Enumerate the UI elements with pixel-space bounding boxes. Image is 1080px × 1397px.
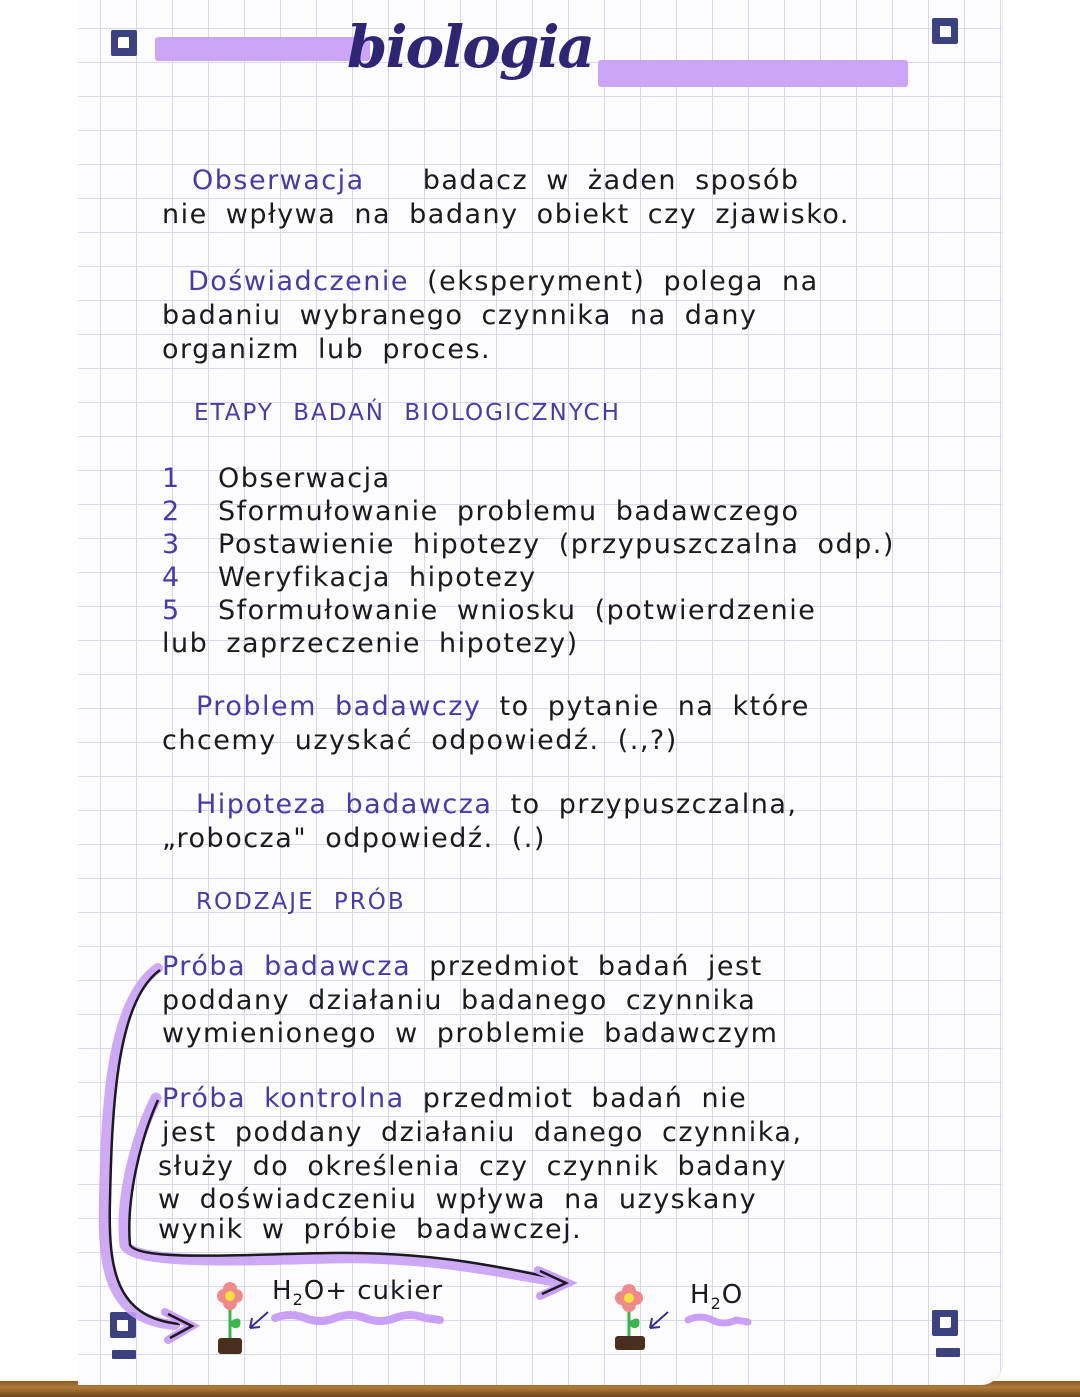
obserwacja-line2: nie wpływa na badany obiekt czy zjawisko.: [162, 199, 850, 230]
label-h: H: [690, 1280, 711, 1310]
term-proba-kontrolna: Próba kontrolna: [162, 1083, 405, 1114]
step-number: 5: [162, 595, 181, 626]
label-h: H: [272, 1276, 293, 1306]
label-subscript: 2: [710, 1294, 722, 1314]
doswiadczenie-definition-start: (eksperyment) polega na: [427, 266, 819, 297]
step-number: 4: [162, 562, 181, 593]
etapy-heading: ETAPY BADAŃ BIOLOGICZNYCH: [194, 400, 621, 426]
proba-kontrolna-line3: służy do określenia czy czynnik badany: [158, 1151, 787, 1182]
label-water-sugar: [272, 1276, 443, 1309]
term-doswiadczenie: Doświadczenie: [188, 266, 409, 297]
term-obserwacja: Obserwacja: [192, 165, 365, 196]
problem-definition-start: to pytanie na które: [499, 691, 810, 722]
proba-badawcza-line2: poddany działaniu badanego czynnika: [162, 985, 757, 1016]
step-text: Obserwacja: [218, 463, 391, 494]
flower-pot-right-icon: [615, 1284, 645, 1350]
proba-badawcza-line3: wymienionego w problemie badawczym: [162, 1018, 779, 1049]
label-water: [690, 1280, 743, 1313]
obserwacja-definition-start: badacz w żaden sposób: [422, 165, 800, 196]
step-number: 2: [162, 496, 181, 527]
problem-line2: chcemy uzyskać odpowiedź. (.,?): [162, 725, 678, 756]
proba-kontrolna-line4: w doświadczeniu wpływa na uzyskany: [158, 1184, 758, 1215]
step-text: Sformułowanie problemu badawczego: [218, 496, 800, 527]
proba-kontrolna-line2: jest poddany działaniu danego czynnika,: [162, 1117, 803, 1148]
rodzaje-heading: RODZAJE PRÓB: [196, 889, 406, 915]
proba-kontrolna-definition-start: przedmiot badań nie: [422, 1083, 748, 1114]
flower-pot-left-icon: [217, 1282, 243, 1354]
label-rest: O: [721, 1280, 744, 1310]
label-rest: O+ cukier: [303, 1276, 444, 1306]
step-number: 3: [162, 529, 181, 560]
step-text: Postawienie hipotezy (przypuszczalna odp.): [218, 529, 895, 560]
doswiadczenie-line2: badaniu wybranego czynnika na dany: [162, 300, 758, 331]
proba-kontrolna-line5: wynik w próbie badawczej.: [158, 1214, 583, 1245]
term-problem-badawczy: Problem badawczy: [196, 691, 482, 722]
hipoteza-line2: „robocza" odpowiedź. (.): [162, 823, 546, 854]
doswiadczenie-line3: organizm lub proces.: [162, 334, 492, 365]
step-text: Sformułowanie wniosku (potwierdzenie: [218, 595, 817, 626]
page-title: biologia: [346, 13, 594, 81]
step-number: 1: [162, 463, 181, 494]
term-hipoteza-badawcza: Hipoteza badawcza: [196, 789, 493, 820]
hipoteza-definition-start: to przypuszczalna,: [510, 789, 798, 820]
label-subscript: 2: [292, 1290, 304, 1310]
step-continuation: lub zaprzeczenie hipotezy): [162, 628, 579, 659]
step-text: Weryfikacja hipotezy: [218, 562, 537, 593]
proba-badawcza-definition-start: przedmiot badań jest: [429, 951, 763, 982]
term-proba-badawcza: Próba badawcza: [162, 951, 412, 982]
